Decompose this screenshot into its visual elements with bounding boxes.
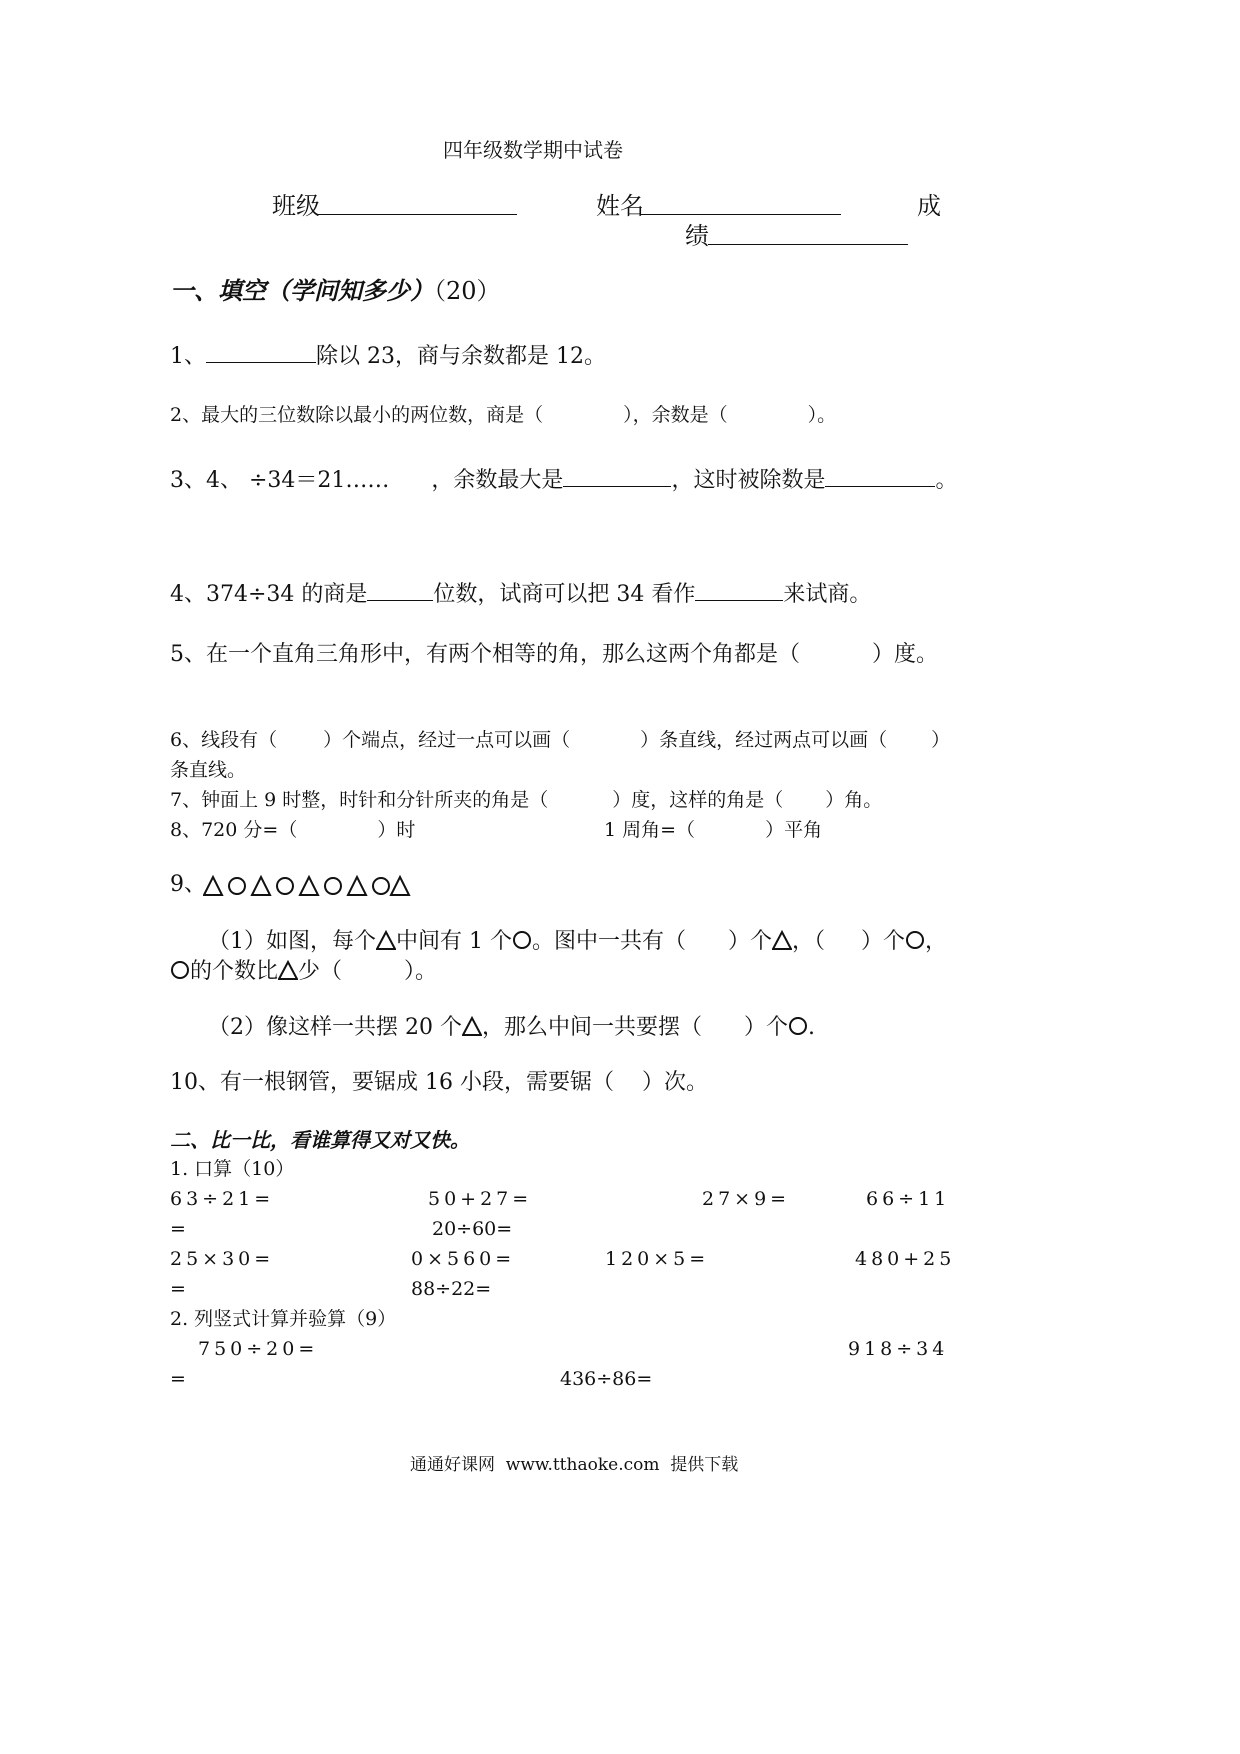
circle-icon <box>325 878 341 894</box>
circle-icon <box>229 878 245 894</box>
triangle-icon <box>391 877 409 895</box>
oral-calc-item: 0×560= <box>411 1248 516 1270</box>
circle-icon <box>277 878 293 894</box>
vertical-calc-item: 750÷20= <box>198 1338 319 1360</box>
answer-blank[interactable] <box>695 580 783 601</box>
answer-blank[interactable] <box>206 342 316 363</box>
oral-calc-item: = <box>170 1218 186 1240</box>
vertical-calc-item: 436÷86= <box>560 1368 653 1390</box>
oral-calc-item: 20÷60= <box>432 1218 513 1240</box>
class-label: 班级 <box>272 192 320 220</box>
question-8-part2: 1 周角=（ ）平角 <box>604 819 823 841</box>
triangle-icon <box>300 877 318 895</box>
shape-sequence <box>203 874 413 898</box>
question-1: 1、 除以 23，商与余数都是 12。 <box>170 344 606 369</box>
oral-calc-item: = <box>170 1278 186 1300</box>
question-4: 4、374÷34 的商是 位数，试商可以把 34 看作 来试商。 <box>170 582 872 607</box>
vertical-calc-item: = <box>170 1368 186 1390</box>
triangle-icon <box>462 1016 482 1036</box>
oral-calc-item: 120×5= <box>605 1248 710 1270</box>
circle-icon <box>788 1016 808 1036</box>
question-10: 10、有一根钢管，要锯成 16 小段，需要锯（ ）次。 <box>170 1070 708 1095</box>
oral-calc-item: 88÷22= <box>411 1278 492 1300</box>
oral-calc-label: 1. 口算（10） <box>170 1158 295 1180</box>
triangle-icon <box>204 877 222 895</box>
question-5: 5、在一个直角三角形中，有两个相等的角，那么这两个角都是（ ）度。 <box>170 642 939 667</box>
question-6-continued: 条直线。 <box>170 759 247 781</box>
answer-blank[interactable] <box>367 580 433 601</box>
circle-icon <box>512 930 532 950</box>
circle-icon <box>373 878 389 894</box>
oral-calc-item: 50+27= <box>428 1188 533 1210</box>
class-field[interactable] <box>316 214 517 215</box>
triangle-icon <box>376 930 396 950</box>
page-title: 四年级数学期中试卷 <box>443 138 623 162</box>
triangle-icon <box>252 877 270 895</box>
oral-calc-item: 480+25 <box>855 1248 956 1270</box>
circle-icon <box>170 960 190 980</box>
answer-blank[interactable] <box>825 466 935 487</box>
score-label-part1: 成 <box>917 192 941 220</box>
name-field[interactable] <box>640 214 841 215</box>
answer-blank[interactable] <box>563 466 671 487</box>
oral-calc-item: 27×9= <box>702 1188 791 1210</box>
question-7: 7、钟面上 9 时整，时针和分针所夹的角是（ ）度，这样的角是（ ）角。 <box>170 789 883 811</box>
score-field[interactable] <box>708 244 908 245</box>
question-3: 3、4、 ÷34＝21…… ，余数最大是 ，这时被除数是 。 <box>170 468 958 493</box>
question-9-part2: （2）像这样一共摆 20 个 ，那么中间一共要摆（ ）个 . <box>208 1015 816 1040</box>
section1-heading: 一、填空（学问知多少）（20） <box>170 276 501 305</box>
name-label: 姓名 <box>596 192 644 220</box>
question-9-part1: （1）如图，每个 中间有 1 个 。图中一共有（ ）个 ，（ ）个 ， <box>208 929 948 954</box>
circle-icon <box>905 930 925 950</box>
question-6: 6、线段有（ ）个端点，经过一点可以画（ ）条直线，经过两点可以画（ ） <box>170 729 951 751</box>
question-9-part1-continued: 的个数比 少（ ）。 <box>170 960 437 983</box>
triangle-icon <box>772 930 792 950</box>
vertical-calc-item: 918÷34 <box>848 1338 949 1360</box>
section2-heading: 二、比一比，看谁算得又对又快。 <box>170 1128 470 1152</box>
triangle-icon <box>348 877 366 895</box>
footer-text: 通通好课网 www.tthaoke.com 提供下载 <box>410 1455 739 1475</box>
vertical-calc-label: 2. 列竖式计算并验算（9） <box>170 1308 397 1330</box>
question-9: 9、 <box>170 872 206 897</box>
oral-calc-item: 63÷21= <box>170 1188 275 1210</box>
question-2: 2、最大的三位数除以最小的两位数，商是（ ），余数是（ ）。 <box>170 404 837 426</box>
oral-calc-item: 66÷11 <box>866 1188 951 1210</box>
question-8: 8、720 分=（ ）时 <box>170 819 416 841</box>
oral-calc-item: 25×30= <box>170 1248 275 1270</box>
triangle-icon <box>278 960 298 980</box>
score-label-part2: 绩 <box>685 222 709 250</box>
